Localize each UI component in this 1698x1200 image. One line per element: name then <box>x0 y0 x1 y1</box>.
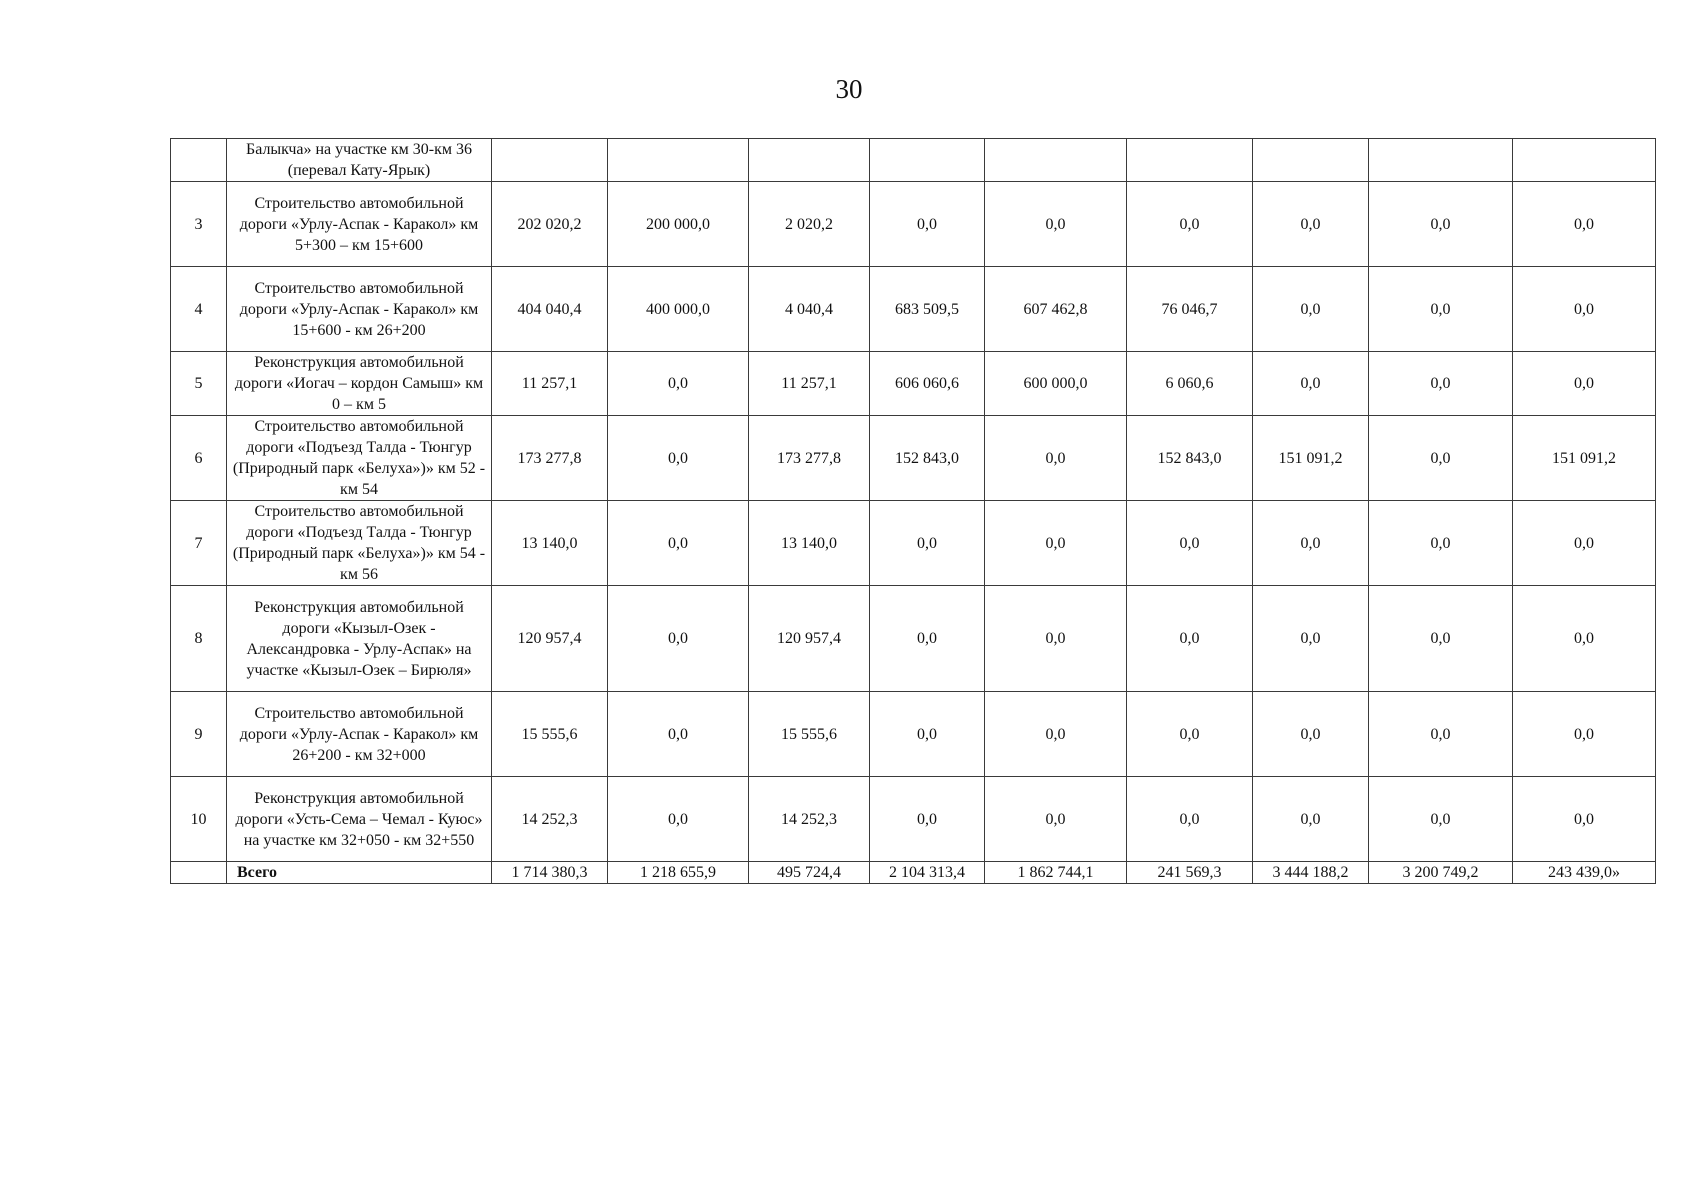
value-cell: 2 020,2 <box>749 182 870 267</box>
table-row <box>171 501 1656 586</box>
value-cell: 151 091,2 <box>1253 416 1369 501</box>
value-cell: 0,0 <box>1253 182 1369 267</box>
total-value-cell: 2 104 313,4 <box>870 862 985 884</box>
value-cell: 0,0 <box>1127 182 1253 267</box>
value-cell: 0,0 <box>985 586 1127 692</box>
value-cell: 11 257,1 <box>749 352 870 416</box>
total-value-cell: 3 200 749,2 <box>1369 862 1513 884</box>
total-row <box>171 862 1656 884</box>
value-cell: 0,0 <box>1369 352 1513 416</box>
value-cell: 0,0 <box>1369 416 1513 501</box>
value-cell: 0,0 <box>1127 586 1253 692</box>
row-number-cell: 4 <box>171 267 227 352</box>
value-cell: 0,0 <box>1369 692 1513 777</box>
value-cell: 152 843,0 <box>1127 416 1253 501</box>
total-value-cell: 1 862 744,1 <box>985 862 1127 884</box>
value-cell: 0,0 <box>1369 267 1513 352</box>
value-cell: 0,0 <box>870 586 985 692</box>
value-cell: 600 000,0 <box>985 352 1127 416</box>
financing-table <box>170 138 1656 884</box>
value-cell <box>870 139 985 182</box>
value-cell: 0,0 <box>1253 501 1369 586</box>
total-value-cell: 495 724,4 <box>749 862 870 884</box>
value-cell <box>1127 139 1253 182</box>
value-cell: 0,0 <box>1253 586 1369 692</box>
value-cell: 0,0 <box>1253 777 1369 862</box>
value-cell: 0,0 <box>1513 352 1656 416</box>
value-cell: 15 555,6 <box>492 692 608 777</box>
value-cell: 0,0 <box>1253 352 1369 416</box>
value-cell: 0,0 <box>1127 692 1253 777</box>
object-name-cell: Реконструкция автомобильной дороги «Кызыл-Озек - Александровка - Урлу-Аспак» на участке «Кызыл-Озек – Бирюля» <box>227 586 492 692</box>
value-cell <box>1253 139 1369 182</box>
value-cell: 0,0 <box>1369 777 1513 862</box>
table-row <box>171 416 1656 501</box>
value-cell: 0,0 <box>1369 501 1513 586</box>
row-number-cell: 6 <box>171 416 227 501</box>
value-cell: 400 000,0 <box>608 267 749 352</box>
object-name-cell: Строительство автомобильной дороги «Урлу-Аспак - Каракол» км 26+200 - км 32+000 <box>227 692 492 777</box>
value-cell: 0,0 <box>985 501 1127 586</box>
value-cell: 0,0 <box>608 586 749 692</box>
value-cell: 0,0 <box>1513 182 1656 267</box>
value-cell: 606 060,6 <box>870 352 985 416</box>
total-value-cell: 243 439,0» <box>1513 862 1656 884</box>
table-body <box>171 139 1656 884</box>
object-name-cell: Строительство автомобильной дороги «Урлу-Аспак - Каракол» км 15+600 - км 26+200 <box>227 267 492 352</box>
row-number-cell: 10 <box>171 777 227 862</box>
value-cell: 0,0 <box>870 777 985 862</box>
value-cell: 14 252,3 <box>492 777 608 862</box>
value-cell: 404 040,4 <box>492 267 608 352</box>
value-cell <box>749 139 870 182</box>
object-name-cell: Строительство автомобильной дороги «Урлу-Аспак - Каракол» км 5+300 – км 15+600 <box>227 182 492 267</box>
value-cell: 6 060,6 <box>1127 352 1253 416</box>
total-value-cell: 3 444 188,2 <box>1253 862 1369 884</box>
total-value-cell: 241 569,3 <box>1127 862 1253 884</box>
value-cell: 202 020,2 <box>492 182 608 267</box>
value-cell: 13 140,0 <box>492 501 608 586</box>
value-cell: 152 843,0 <box>870 416 985 501</box>
value-cell: 120 957,4 <box>749 586 870 692</box>
value-cell <box>1369 139 1513 182</box>
value-cell: 0,0 <box>608 692 749 777</box>
value-cell <box>608 139 749 182</box>
value-cell: 0,0 <box>870 182 985 267</box>
row-number-cell: 5 <box>171 352 227 416</box>
value-cell: 0,0 <box>1513 501 1656 586</box>
row-number-cell: 3 <box>171 182 227 267</box>
value-cell: 0,0 <box>1253 267 1369 352</box>
object-name-cell: Строительство автомобильной дороги «Подъезд Талда - Тюнгур (Природный парк «Белуха»)» км 52 - км 54 <box>227 416 492 501</box>
continued-row <box>171 139 1656 182</box>
value-cell: 0,0 <box>1127 501 1253 586</box>
value-cell: 0,0 <box>870 692 985 777</box>
object-name-cell: Реконструкция автомобильной дороги «Усть-Сема – Чемал - Куюс» на участке км 32+050 - км 32+550 <box>227 777 492 862</box>
value-cell: 13 140,0 <box>749 501 870 586</box>
value-cell: 0,0 <box>608 501 749 586</box>
value-cell: 0,0 <box>985 182 1127 267</box>
value-cell: 0,0 <box>1253 692 1369 777</box>
row-number-cell: 8 <box>171 586 227 692</box>
value-cell: 173 277,8 <box>749 416 870 501</box>
value-cell: 0,0 <box>985 777 1127 862</box>
object-name-cell: Балыкча» на участке км 30-км 36 (перевал Кату-Ярык) <box>227 139 492 182</box>
value-cell: 120 957,4 <box>492 586 608 692</box>
value-cell: 173 277,8 <box>492 416 608 501</box>
value-cell: 0,0 <box>608 352 749 416</box>
row-number-cell <box>171 862 227 884</box>
value-cell: 200 000,0 <box>608 182 749 267</box>
table-row <box>171 777 1656 862</box>
value-cell: 0,0 <box>608 416 749 501</box>
value-cell: 0,0 <box>1513 586 1656 692</box>
table-row <box>171 692 1656 777</box>
value-cell <box>492 139 608 182</box>
row-number-cell: 7 <box>171 501 227 586</box>
value-cell: 4 040,4 <box>749 267 870 352</box>
value-cell: 683 509,5 <box>870 267 985 352</box>
table-row <box>171 267 1656 352</box>
value-cell: 0,0 <box>608 777 749 862</box>
total-value-cell: 1 218 655,9 <box>608 862 749 884</box>
value-cell: 14 252,3 <box>749 777 870 862</box>
page-number: 30 <box>835 74 863 104</box>
value-cell: 15 555,6 <box>749 692 870 777</box>
value-cell: 0,0 <box>985 416 1127 501</box>
value-cell: 0,0 <box>1369 182 1513 267</box>
row-number-cell <box>171 139 227 182</box>
table-row <box>171 182 1656 267</box>
row-number-cell: 9 <box>171 692 227 777</box>
table-row <box>171 352 1656 416</box>
total-label: Всего <box>227 862 492 884</box>
value-cell: 76 046,7 <box>1127 267 1253 352</box>
value-cell: 607 462,8 <box>985 267 1127 352</box>
object-name-cell: Реконструкция автомобильной дороги «Иогач – кордон Самыш» км 0 – км 5 <box>227 352 492 416</box>
value-cell <box>1513 139 1656 182</box>
value-cell: 0,0 <box>1513 777 1656 862</box>
value-cell: 0,0 <box>985 692 1127 777</box>
value-cell <box>985 139 1127 182</box>
object-name-cell: Строительство автомобильной дороги «Подъезд Талда - Тюнгур (Природный парк «Белуха»)» км 54 - км 56 <box>227 501 492 586</box>
value-cell: 0,0 <box>1513 692 1656 777</box>
value-cell: 0,0 <box>870 501 985 586</box>
value-cell: 0,0 <box>1127 777 1253 862</box>
value-cell: 0,0 <box>1369 586 1513 692</box>
total-value-cell: 1 714 380,3 <box>492 862 608 884</box>
value-cell: 0,0 <box>1513 267 1656 352</box>
value-cell: 11 257,1 <box>492 352 608 416</box>
value-cell: 151 091,2 <box>1513 416 1656 501</box>
table-row <box>171 586 1656 692</box>
